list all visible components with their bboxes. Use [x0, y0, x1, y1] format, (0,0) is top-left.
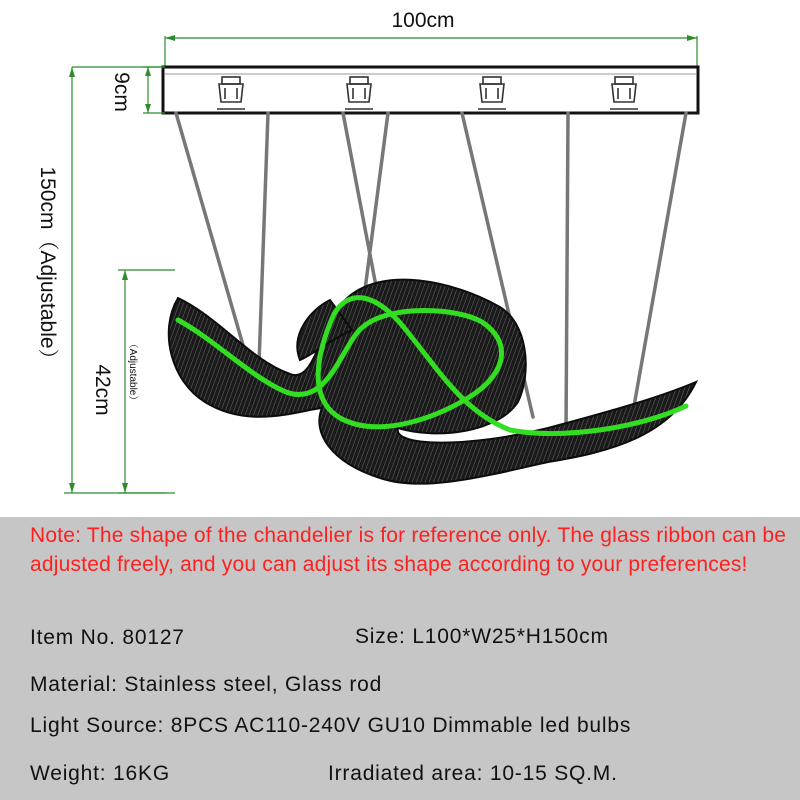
ribbon-adjustable-label: （Adjustable）: [127, 338, 138, 406]
ribbon-height-label: 42cm: [91, 364, 114, 416]
total-height-label: 150cm（Adjustable）: [36, 166, 59, 370]
shape-note: Note: The shape of the chandelier is for reference only. The glass ribbon can be adjusted freely, and you can adjust its shape according to your preferences!: [30, 524, 787, 576]
width-dimension: [165, 9, 697, 68]
item-number: Item No. 80127: [30, 626, 185, 649]
material-spec: Material: Stainless steel, Glass rod: [30, 673, 383, 696]
weight-spec: Weight: 16KG: [30, 762, 170, 785]
light-source-spec: Light Source: 8PCS AC110-240V GU10 Dimmable led bulbs: [30, 714, 632, 737]
box-height-dimension: [110, 67, 165, 113]
irradiated-area-spec: Irradiated area: 10-15 SQ.M.: [328, 762, 618, 785]
width-label: 100cm: [391, 9, 455, 32]
box-height-label: 9cm: [110, 72, 133, 112]
spec-panel: [0, 517, 800, 800]
size-spec: Size: L100*W25*H150cm: [355, 625, 609, 648]
ribbon-height-dimension: [91, 270, 175, 493]
total-height-dimension: [36, 67, 165, 493]
